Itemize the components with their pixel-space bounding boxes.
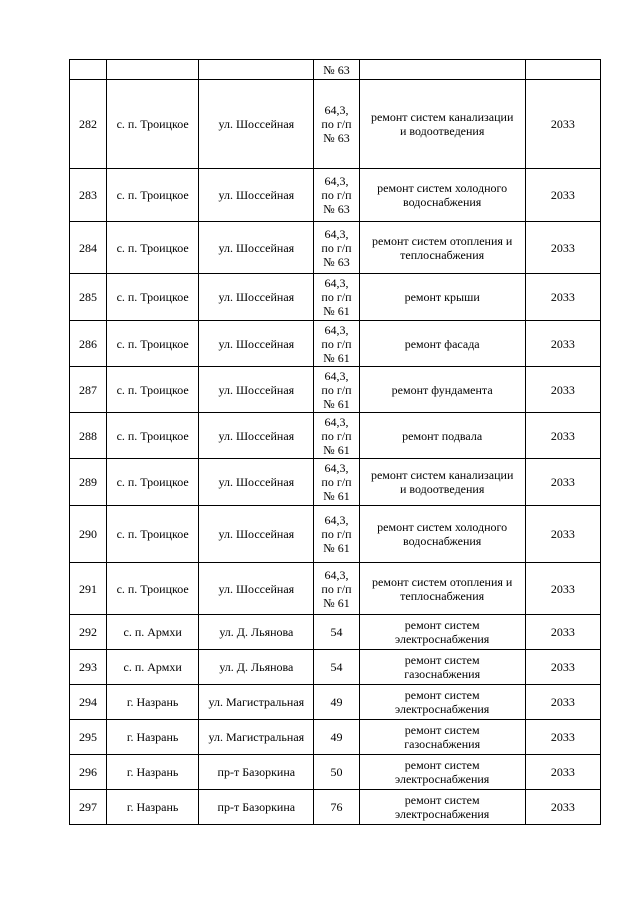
locality-text: с. п. Армхи <box>123 625 182 639</box>
house-number-text: № 63 <box>323 62 350 77</box>
house-number-text: 76 <box>330 800 343 814</box>
row-number-text: 291 <box>79 581 98 596</box>
table-row <box>70 506 601 563</box>
cell-work-type <box>359 274 525 321</box>
cell-locality <box>107 506 199 563</box>
cell-locality <box>107 650 199 685</box>
work-type-text: ремонт крыши <box>404 290 480 304</box>
cell-year <box>525 169 600 222</box>
table-row <box>70 169 601 222</box>
cell-house-number <box>314 80 359 169</box>
cell-street <box>199 274 314 321</box>
cell-house-number <box>314 321 359 367</box>
cell-row-number <box>70 563 107 615</box>
street-text: ул. Д. Льянова <box>219 660 294 674</box>
cell-row-number <box>70 650 107 685</box>
year-text: 2033 <box>550 290 575 304</box>
house-number-text: 64,3, по г/п № 63 <box>321 226 352 269</box>
cell-locality <box>107 169 199 222</box>
cell-year <box>525 685 600 720</box>
year-text: 2033 <box>550 800 575 814</box>
locality-text: с. п. Троицкое <box>116 290 189 304</box>
row-number-text: 283 <box>79 188 98 202</box>
cell-street <box>199 650 314 685</box>
cell-row-number <box>70 413 107 459</box>
work-type-text: ремонт систем электроснабжения <box>395 758 490 786</box>
street-text: пр-т Базоркина <box>217 765 296 779</box>
row-number-text: 297 <box>79 800 98 814</box>
house-number-text: 64,3, по г/п № 63 <box>321 103 352 145</box>
house-number-text: 64,3, по г/п № 61 <box>321 567 352 610</box>
work-type-text: ремонт систем электроснабжения <box>395 618 490 646</box>
cell-locality <box>107 321 199 367</box>
house-number-text: 49 <box>330 695 343 709</box>
cell-work-type <box>359 80 525 169</box>
cell-locality <box>107 274 199 321</box>
row-number-text: 296 <box>79 765 98 779</box>
cell-year <box>525 222 600 274</box>
cell-house-number <box>314 685 359 720</box>
locality-text: с. п. Троицкое <box>116 336 189 351</box>
work-type-text: ремонт систем электроснабжения <box>395 793 490 821</box>
street-text: ул. Шоссейная <box>218 336 295 351</box>
cell-work-type <box>359 755 525 790</box>
cell-locality <box>107 755 199 790</box>
locality-text: с. п. Троицкое <box>116 382 189 397</box>
cell-house-number <box>314 367 359 413</box>
cell-work-type <box>359 650 525 685</box>
cell-street <box>199 563 314 615</box>
house-number-text: 64,3, по г/п № 61 <box>321 368 352 411</box>
house-number-text: 64,3, по г/п № 61 <box>321 461 352 503</box>
cell-year <box>525 790 600 825</box>
street-text: ул. Шоссейная <box>218 240 295 255</box>
year-text: 2033 <box>550 695 575 709</box>
house-number-text: 49 <box>330 730 343 744</box>
cell-house-number <box>314 650 359 685</box>
row-number-text: 294 <box>79 695 98 709</box>
cell-year <box>525 506 600 563</box>
cell-street <box>199 615 314 650</box>
locality-text: с. п. Троицкое <box>116 475 189 489</box>
house-number-text: 54 <box>330 625 343 639</box>
cell-street <box>199 413 314 459</box>
cell-work-type <box>359 459 525 506</box>
street-text: ул. Шоссейная <box>218 527 295 541</box>
year-text: 2033 <box>550 117 575 131</box>
cell-street <box>199 790 314 825</box>
cell-locality <box>107 615 199 650</box>
year-text: 2033 <box>550 527 575 541</box>
year-text: 2033 <box>550 730 575 744</box>
house-number-text: 50 <box>330 765 343 779</box>
table-row <box>70 60 601 80</box>
cell-street <box>199 321 314 367</box>
work-type-text: ремонт фасада <box>404 336 480 351</box>
row-number-text: 282 <box>79 117 98 131</box>
house-number-text: 54 <box>330 660 343 674</box>
cell-house-number <box>314 506 359 563</box>
locality-text: г. Назрань <box>126 730 179 744</box>
table-row <box>70 685 601 720</box>
work-type-text: ремонт подвала <box>402 428 483 443</box>
cell-row-number <box>70 755 107 790</box>
cell-work-type <box>359 60 525 80</box>
cell-year <box>525 80 600 169</box>
cell-year <box>525 459 600 506</box>
cell-street <box>199 60 314 80</box>
cell-house-number <box>314 459 359 506</box>
cell-work-type <box>359 790 525 825</box>
repair-schedule-table <box>69 59 601 825</box>
cell-work-type <box>359 615 525 650</box>
work-type-text: ремонт систем отопления и теплоснабжения <box>372 233 513 262</box>
cell-street <box>199 720 314 755</box>
locality-text: с. п. Троицкое <box>116 188 189 202</box>
cell-locality <box>107 720 199 755</box>
street-text: ул. Магистральная <box>208 730 305 744</box>
locality-text: с. п. Троицкое <box>116 240 189 255</box>
cell-row-number <box>70 80 107 169</box>
table-row <box>70 459 601 506</box>
house-number-text: 64,3, по г/п № 61 <box>321 276 352 318</box>
cell-year <box>525 274 600 321</box>
year-text: 2033 <box>550 475 575 489</box>
table-row <box>70 367 601 413</box>
table-row <box>70 80 601 169</box>
row-number-text: 285 <box>79 290 98 304</box>
cell-year <box>525 650 600 685</box>
table-row <box>70 222 601 274</box>
cell-locality <box>107 790 199 825</box>
street-text: ул. Шоссейная <box>218 382 295 397</box>
year-text: 2033 <box>550 625 575 639</box>
cell-year <box>525 413 600 459</box>
cell-year <box>525 615 600 650</box>
cell-street <box>199 755 314 790</box>
cell-row-number <box>70 685 107 720</box>
cell-street <box>199 169 314 222</box>
row-number-text: 289 <box>79 475 98 489</box>
cell-work-type <box>359 367 525 413</box>
cell-street <box>199 222 314 274</box>
cell-locality <box>107 222 199 274</box>
work-type-text: ремонт систем газоснабжения <box>404 723 481 751</box>
cell-house-number <box>314 274 359 321</box>
street-text: ул. Шоссейная <box>218 428 295 443</box>
locality-text: с. п. Троицкое <box>116 581 189 596</box>
cell-year <box>525 755 600 790</box>
year-text: 2033 <box>550 240 575 255</box>
cell-house-number <box>314 755 359 790</box>
cell-row-number <box>70 459 107 506</box>
locality-text: г. Назрань <box>126 695 179 709</box>
cell-work-type <box>359 685 525 720</box>
table-row <box>70 615 601 650</box>
street-text: ул. Шоссейная <box>218 475 295 489</box>
cell-year <box>525 60 600 80</box>
house-number-text: 64,3, по г/п № 61 <box>321 322 352 365</box>
cell-work-type <box>359 720 525 755</box>
cell-work-type <box>359 321 525 367</box>
street-text: ул. Шоссейная <box>218 188 295 202</box>
work-type-text: ремонт систем газоснабжения <box>404 653 481 681</box>
cell-street <box>199 80 314 169</box>
cell-street <box>199 506 314 563</box>
locality-text: с. п. Троицкое <box>116 117 189 131</box>
house-number-text: 64,3, по г/п № 61 <box>321 513 352 555</box>
cell-locality <box>107 60 199 80</box>
year-text: 2033 <box>550 581 575 596</box>
cell-row-number <box>70 790 107 825</box>
cell-row-number <box>70 506 107 563</box>
cell-locality <box>107 367 199 413</box>
street-text: ул. Шоссейная <box>218 290 295 304</box>
cell-locality <box>107 80 199 169</box>
cell-locality <box>107 413 199 459</box>
cell-house-number <box>314 563 359 615</box>
table-row <box>70 790 601 825</box>
cell-year <box>525 367 600 413</box>
cell-street <box>199 685 314 720</box>
cell-row-number <box>70 60 107 80</box>
work-type-text: ремонт систем холодного водоснабжения <box>377 520 508 548</box>
cell-locality <box>107 563 199 615</box>
year-text: 2033 <box>550 188 575 202</box>
row-number-text: 293 <box>79 660 98 674</box>
row-number-text: 292 <box>79 625 98 639</box>
table-row <box>70 720 601 755</box>
cell-row-number <box>70 367 107 413</box>
year-text: 2033 <box>550 660 575 674</box>
work-type-text: ремонт систем электроснабжения <box>395 688 490 716</box>
table-row <box>70 755 601 790</box>
locality-text: г. Назрань <box>126 800 179 814</box>
locality-text: с. п. Армхи <box>123 660 182 674</box>
locality-text: г. Назрань <box>126 765 179 779</box>
row-number-text: 288 <box>79 428 98 443</box>
cell-house-number <box>314 790 359 825</box>
cell-row-number <box>70 169 107 222</box>
row-number-text: 286 <box>79 336 98 351</box>
year-text: 2033 <box>550 765 575 779</box>
street-text: ул. Д. Льянова <box>219 625 294 639</box>
row-number-text: 284 <box>79 240 98 255</box>
cell-locality <box>107 459 199 506</box>
cell-year <box>525 563 600 615</box>
cell-locality <box>107 685 199 720</box>
work-type-text: ремонт систем отопления и теплоснабжения <box>372 574 513 603</box>
cell-street <box>199 459 314 506</box>
locality-text: с. п. Троицкое <box>116 428 189 443</box>
table-row <box>70 274 601 321</box>
cell-row-number <box>70 720 107 755</box>
cell-year <box>525 720 600 755</box>
cell-row-number <box>70 222 107 274</box>
row-number-text: 287 <box>79 382 98 397</box>
street-text: ул. Шоссейная <box>218 581 295 596</box>
cell-row-number <box>70 615 107 650</box>
cell-street <box>199 367 314 413</box>
cell-row-number <box>70 274 107 321</box>
table-row <box>70 650 601 685</box>
table-row <box>70 563 601 615</box>
cell-year <box>525 321 600 367</box>
table-row <box>70 321 601 367</box>
house-number-text: 64,3, по г/п № 61 <box>321 414 352 457</box>
street-text: ул. Шоссейная <box>218 117 295 131</box>
row-number-text: 295 <box>79 730 98 744</box>
year-text: 2033 <box>550 336 575 351</box>
cell-house-number <box>314 60 359 80</box>
work-type-text: ремонт систем холодного водоснабжения <box>377 181 508 209</box>
cell-work-type <box>359 413 525 459</box>
street-text: ул. Магистральная <box>208 695 305 709</box>
cell-work-type <box>359 506 525 563</box>
work-type-text: ремонт систем канализации и водоотведения <box>370 468 514 496</box>
table-row <box>70 413 601 459</box>
cell-house-number <box>314 169 359 222</box>
cell-work-type <box>359 222 525 274</box>
cell-house-number <box>314 222 359 274</box>
cell-house-number <box>314 413 359 459</box>
work-type-text: ремонт систем канализации и водоотведения <box>370 110 514 138</box>
work-type-text: ремонт фундамента <box>391 382 493 397</box>
house-number-text: 64,3, по г/п № 63 <box>321 174 352 216</box>
year-text: 2033 <box>550 428 575 443</box>
row-number-text: 290 <box>79 527 98 541</box>
year-text: 2033 <box>550 382 575 397</box>
locality-text: с. п. Троицкое <box>116 527 189 541</box>
cell-house-number <box>314 615 359 650</box>
table-body <box>70 60 601 825</box>
cell-house-number <box>314 720 359 755</box>
cell-row-number <box>70 321 107 367</box>
street-text: пр-т Базоркина <box>217 800 296 814</box>
cell-work-type <box>359 563 525 615</box>
cell-work-type <box>359 169 525 222</box>
